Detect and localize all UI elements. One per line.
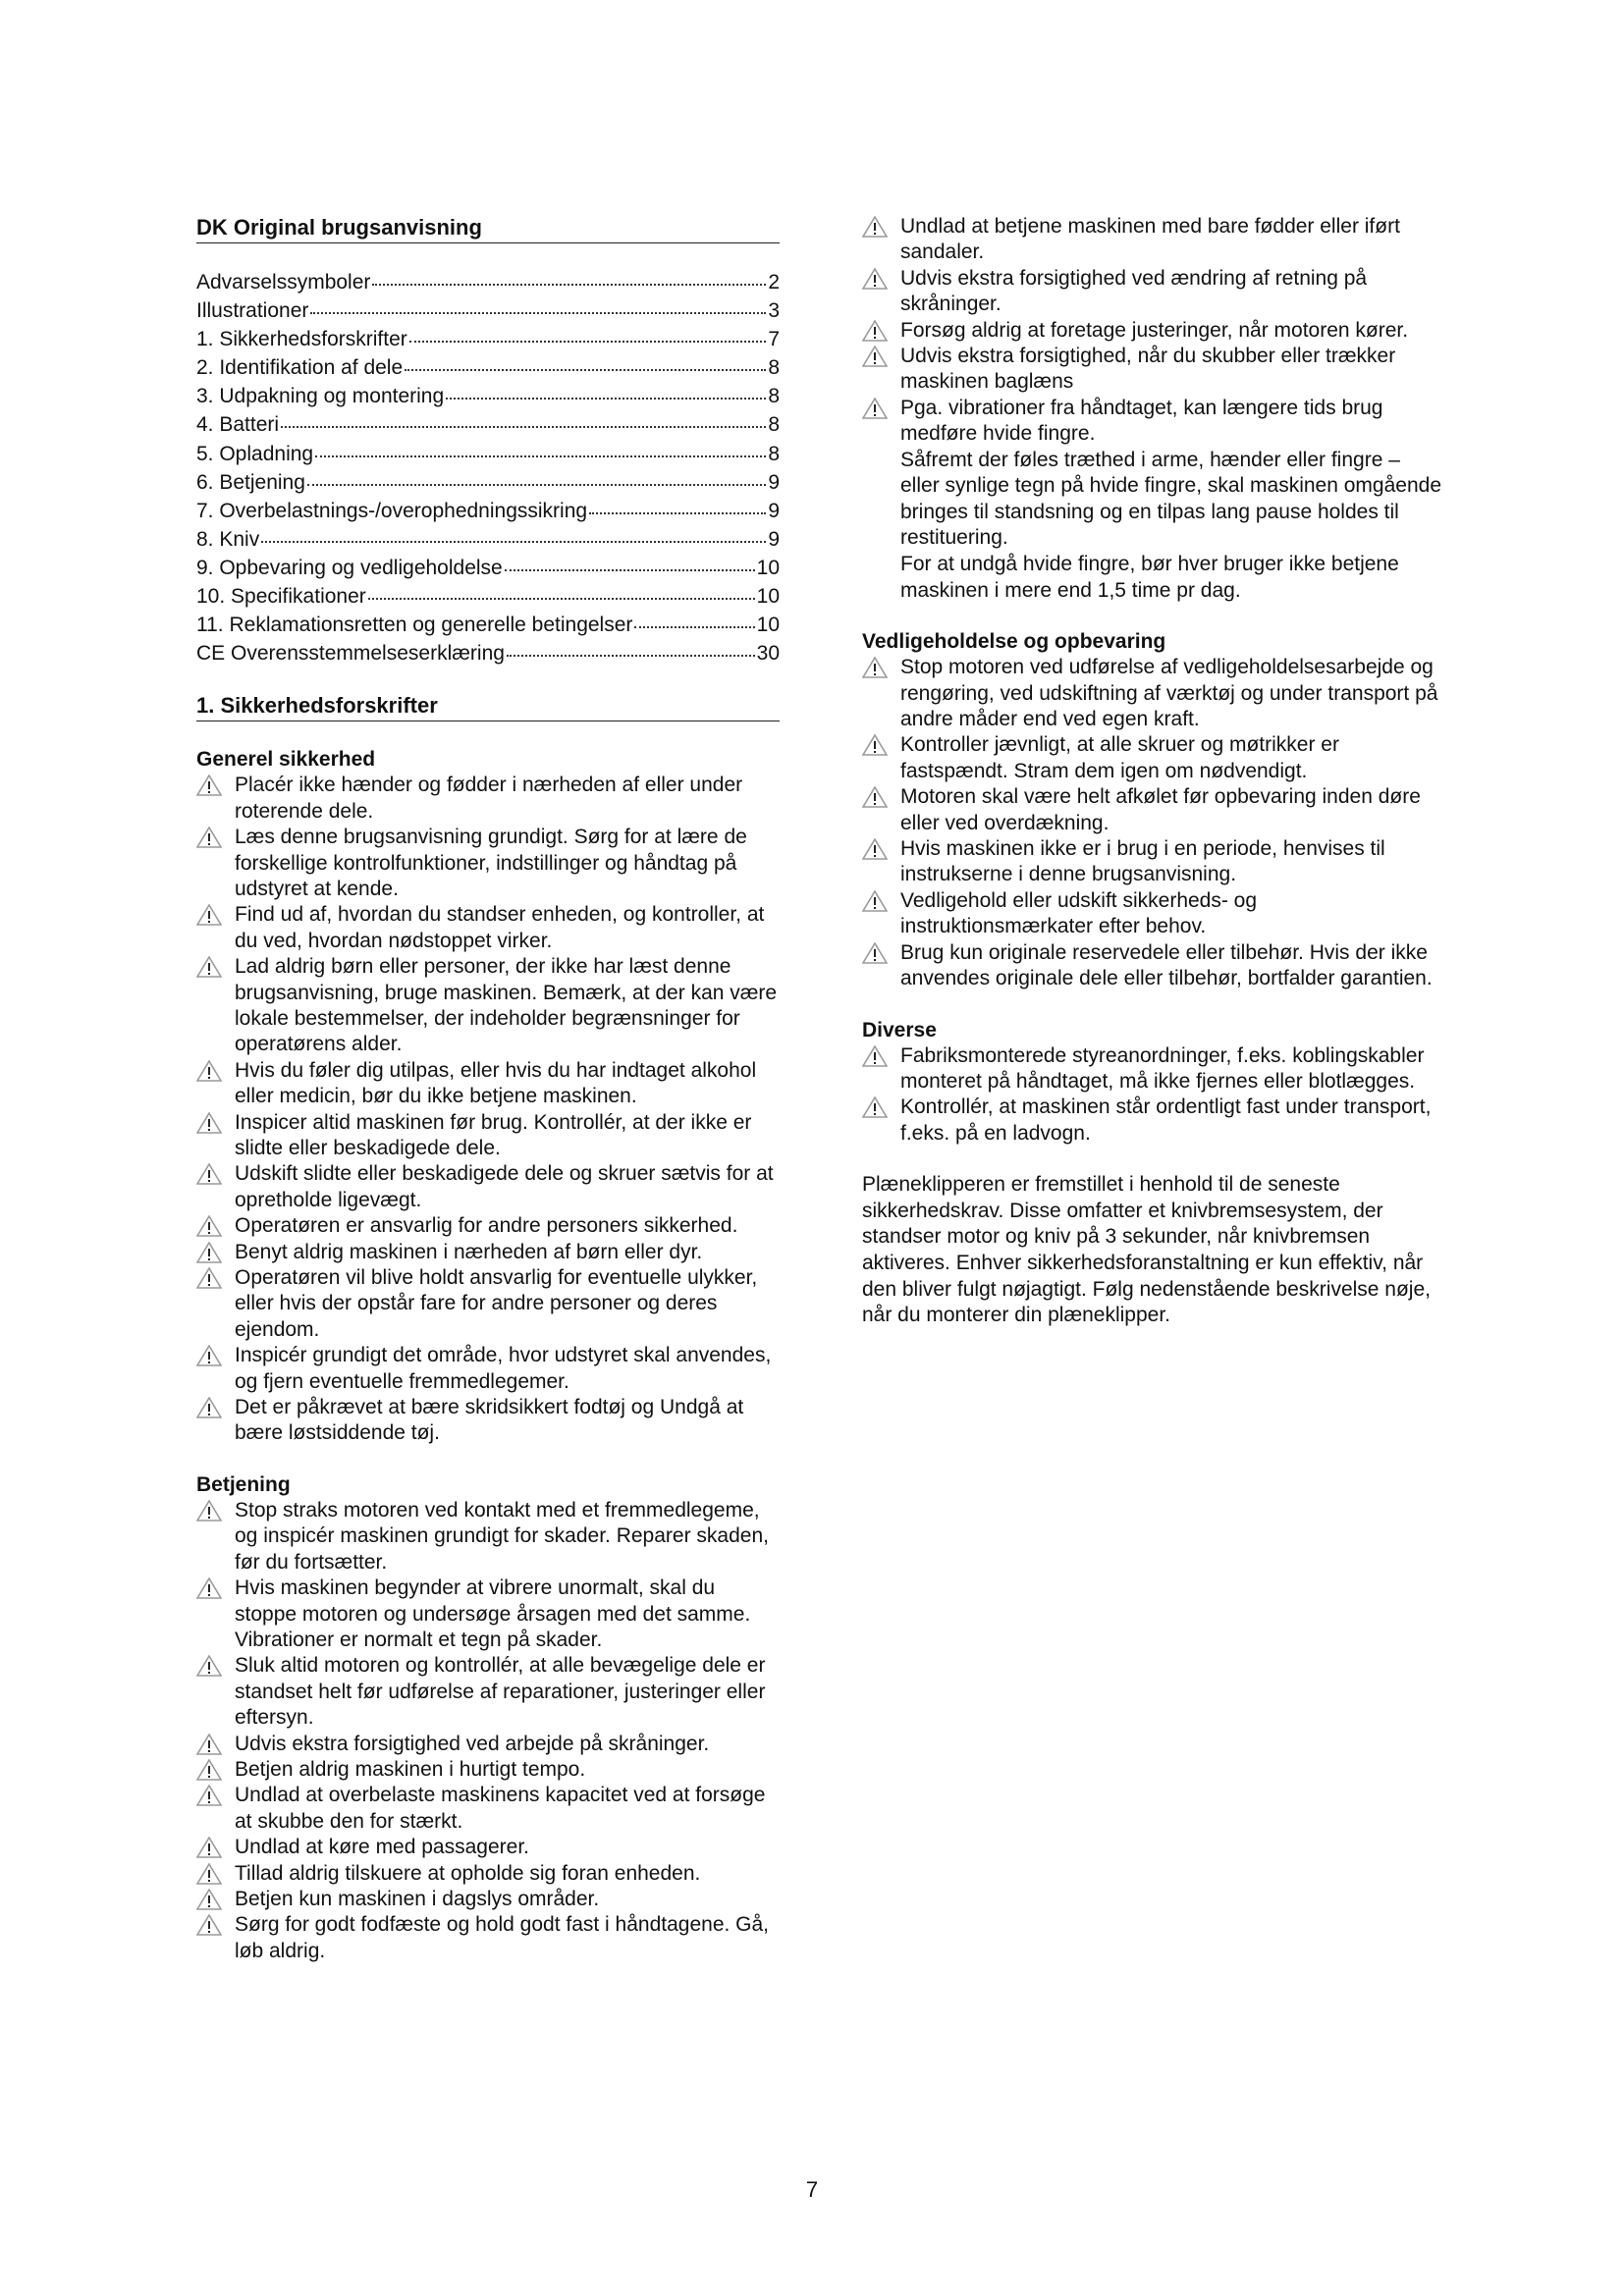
warning-icon [196,1112,222,1134]
toc-entry-page: 30 [756,642,780,666]
toc-entry-page: 9 [768,470,780,494]
warning-icon [196,1837,222,1858]
warning-icon [862,320,888,342]
list-item: Operatøren vil blive holdt ansvarlig for eventuelle ulykker, eller hvis der opstår fare for andre personer og deres ejendom. [196,1265,780,1343]
toc-leader-dots [261,521,766,543]
document-title: DK Original brugsanvisning [196,214,780,243]
list-item: Betjen kun maskinen i dagslys områder. [196,1887,780,1912]
toc-entry-label: 6. Betjening [196,470,305,494]
toc-entry[interactable] [196,553,780,581]
toc-leader-dots [372,264,766,286]
toc-entry[interactable] [196,409,780,438]
toc-entry-label: 10. Specifikationer [196,585,366,609]
list-item: Hvis maskinen ikke er i brug i en periode, henvises til instrukserne i denne brugsanvisning. [862,836,1441,888]
toc-entry-label: 7. Overbelastnings-/overophedningssikring [196,499,588,522]
toc-leader-dots [307,464,766,486]
list-item: Læs denne brugsanvisning grundigt. Sørg for at lære de forskellige kontrolfunktioner, indstillinger og håndtag på udstyret at kende. [196,825,780,902]
warning-icon [862,838,888,860]
list-item: Sluk altid motoren og kontrollér, at alle bevægelige dele er standset helt før udførelse af reparationer, justeringer eller eftersyn. [196,1653,780,1731]
toc-entry[interactable] [196,267,780,295]
toc-entry[interactable] [196,638,780,667]
toc-entry-label: Advarselssymboler [196,271,371,294]
closing-paragraph: Plæneklipperen er fremstillet i henhold til de seneste sikkerhedskrav. Disse omfatter et knivbremsesystem, der standser motor og kniv på 3 sekunder, når knivbremsen aktiveres. Enhver sikkerhedsforanstaltning er kun effektiv, når den bliver fulgt nøjagtigt. Følg nedenstående beskrivelse nøje, når du monterer din plæneklipper. [862,1173,1431,1327]
toc-entry-page: 8 [768,385,780,408]
list-item: Udskift slidte eller beskadigede dele og skruer sætvis for at opretholde ligevægt. [196,1161,780,1213]
list-item: Det er påkrævet at bære skridsikkert fodtøj og Undgå at bære løstsiddende tøj. [196,1395,780,1447]
list-item: Hvis maskinen begynder at vibrere unormalt, skal du stoppe motoren og undersøge årsagen med det samme. Vibrationer er normalt et tegn på skader. [196,1575,780,1653]
operation-list-continued [862,214,1441,448]
warning-icon [196,1345,222,1366]
toc-entry-label: 2. Identifikation af dele [196,356,404,380]
list-item: Betjen aldrig maskinen i hurtigt tempo. [196,1757,780,1783]
toc-entry[interactable] [196,324,780,352]
toc-entry[interactable] [196,524,780,553]
warning-icon [862,1045,888,1067]
misc-list [862,1043,1441,1148]
list-item: Find ud af, hvordan du standser enheden, og kontroller, at du ved, hvordan nødstoppet virker. [196,902,780,954]
warning-icon [196,1577,222,1599]
list-item: Inspicér grundigt det område, hvor udstyret skal anvendes, og fjern eventuelle fremmedlegemer. [196,1343,780,1395]
toc-entry-page: 3 [768,299,780,323]
warning-icon [196,1863,222,1885]
list-item: Udvis ekstra forsigtighed ved arbejde på skråninger. [196,1732,780,1757]
general-safety-list [196,773,780,1447]
toc-entry[interactable] [196,381,780,409]
toc-entry-page: 2 [768,271,780,294]
warning-icon [862,1096,888,1118]
warning-icon [862,268,888,290]
subheading-operation: Betjening [196,1472,291,1496]
toc-entry-page: 7 [768,328,780,351]
list-item: Sørg for godt fodfæste og hold godt fast i håndtagene. Gå, løb aldrig. [196,1912,780,1964]
toc-leader-dots [634,607,754,628]
list-item: Forsøg aldrig at foretage justeringer, når motoren kører. [862,318,1441,344]
warning-icon [196,1785,222,1806]
warning-icon [862,216,888,238]
list-item: Motoren skal være helt afkølet før opbevaring inden døre eller ved overdækning. [862,784,1441,836]
toc-entry-label: 3. Udpakning og montering [196,385,445,408]
list-item: Pga. vibrationer fra håndtaget, kan længere tids brug medføre hvide fingre. [862,396,1441,448]
subheading-misc: Diverse [862,1018,937,1041]
toc-leader-dots [505,550,755,571]
warning-icon [196,1759,222,1781]
toc-leader-dots [589,493,766,514]
toc-entry[interactable] [196,610,780,638]
toc-entry[interactable] [196,467,780,496]
toc-entry-label: Illustrationer [196,299,309,323]
toc-entry-page: 9 [768,527,780,551]
toc-entry[interactable] [196,496,780,524]
warning-icon [196,904,222,926]
section-title-safety: 1. Sikkerhedsforskrifter [196,692,780,721]
warning-icon [196,1500,222,1522]
list-item: Udvis ekstra forsigtighed, når du skubber eller trækker maskinen baglæns [862,344,1441,396]
toc-leader-dots [446,378,766,400]
toc-leader-dots [405,349,766,371]
toc-leader-dots [310,293,766,314]
toc-leader-dots [368,578,755,600]
warning-icon [196,827,222,848]
warning-icon [862,890,888,912]
list-item: Placér ikke hænder og fødder i nærheden af eller under roterende dele. [196,773,780,825]
toc-entry[interactable] [196,581,780,610]
warning-icon [196,1734,222,1755]
toc-entry-label: 8. Kniv [196,527,260,551]
warning-icon [196,956,222,978]
maintenance-list [862,655,1441,991]
warning-icon [862,398,888,419]
list-item: Kontrollér, at maskinen står ordentligt fast under transport, f.eks. på en ladvogn. [862,1095,1441,1147]
list-item: Tillad aldrig tilskuere at opholde sig foran enheden. [196,1861,780,1887]
toc-entry[interactable] [196,439,780,467]
toc-entry-page: 8 [768,356,780,380]
warning-icon [862,786,888,808]
warning-icon [196,1215,222,1237]
list-item: Undlad at betjene maskinen med bare fødder eller iført sandaler. [862,214,1441,266]
table-of-contents [196,267,780,667]
toc-entry-label: 4. Batteri [196,413,280,437]
list-item: Vedligehold eller udskift sikkerheds- og instruktionsmærkater efter behov. [862,888,1441,940]
list-item: Lad aldrig børn eller personer, der ikke har læst denne brugsanvisning, bruge maskinen. Bemærk, at der kan være lokale bestemmelser, der indeholder begrænsninger for operatørens alder. [196,954,780,1058]
list-item: Fabriksmonterede styreanordninger, f.eks. koblingskabler monteret på håndtaget, må ikke fjernes eller blotlægges. [862,1043,1441,1095]
page-number: 7 [805,2177,819,2202]
toc-entry-label: CE Overensstemmelseserklæring [196,642,505,666]
subheading-general-safety: Generel sikkerhed [196,748,376,772]
warning-icon [196,774,222,796]
list-item: Hvis du føler dig utilpas, eller hvis du har indtaget alkohol eller medicin, bør du ikke betjene maskinen. [196,1058,780,1110]
warning-icon [862,657,888,678]
warning-icon [196,1163,222,1185]
warning-icon [196,1889,222,1910]
toc-entry-label: 1. Sikkerhedsforskrifter [196,328,407,351]
list-item: Benyt aldrig maskinen i nærheden af børn eller dyr. [196,1240,780,1265]
toc-entry-page: 8 [768,442,780,465]
warning-icon [196,1242,222,1263]
warning-icon [862,734,888,756]
toc-leader-dots [409,321,767,343]
toc-leader-dots [315,436,766,457]
toc-entry-page: 9 [768,499,780,522]
warning-icon [196,1914,222,1936]
toc-leader-dots [507,635,755,657]
toc-entry-page: 10 [756,556,780,579]
warning-icon [196,1655,222,1677]
toc-entry-page: 8 [768,413,780,437]
toc-entry-label: 11. Reklamationsretten og generelle betingelser [196,614,633,637]
list-item: Inspicer altid maskinen før brug. Kontrollér, at der ikke er slidte eller beskadigede dele. [196,1110,780,1162]
warning-icon [196,1267,222,1289]
list-item: Stop motoren ved udførelse af vedligeholdelsesarbejde og rengøring, ved udskiftning af værktøj og under transport på andre måder end ved egen kraft. [862,655,1441,732]
subheading-maintenance: Vedligeholdelse og opbevaring [862,630,1166,654]
vibration-note-1: Såfremt der føles træthed i arme, hænder eller fingre – eller synlige tegn på hvide fingre, skal maskinen omgående bringes til standsning og en tilpas lang pause holdes til restituering. [900,448,1441,550]
operation-list [196,1498,780,1964]
list-item: Undlad at køre med passagerer. [196,1835,780,1860]
list-item: Udvis ekstra forsigtighed ved ændring af retning på skråninger. [862,266,1441,318]
left-column [196,214,780,1964]
list-item: Kontroller jævnligt, at alle skruer og møtrikker er fastspændt. Stram dem igen om nødvendigt. [862,732,1441,784]
warning-icon [196,1060,222,1082]
list-item: Operatøren er ansvarlig for andre personers sikkerhed. [196,1213,780,1239]
toc-entry[interactable] [196,295,780,324]
toc-leader-dots [281,406,766,428]
warning-icon [862,346,888,367]
toc-entry[interactable] [196,352,780,381]
toc-entry-label: 9. Opbevaring og vedligeholdelse [196,556,503,579]
list-item: Undlad at overbelaste maskinens kapacitet ved at forsøge at skubbe den for stærkt. [196,1783,780,1835]
list-item: Brug kun originale reservedele eller tilbehør. Hvis der ikke anvendes originale dele eller tilbehør, bortfalder garantien. [862,940,1441,992]
toc-entry-page: 10 [756,614,780,637]
warning-icon [862,942,888,964]
warning-icon [196,1397,222,1418]
vibration-note-2: For at undgå hvide fingre, bør hver bruger ikke betjene maskinen i mere end 1,5 time pr dag. [900,553,1399,602]
toc-entry-label: 5. Opladning [196,442,314,465]
toc-entry-page: 10 [756,585,780,609]
right-column [862,214,1441,1329]
list-item: Stop straks motoren ved kontakt med et fremmedlegeme, og inspicér maskinen grundigt for skader. Reparer skaden, før du fortsætter. [196,1498,780,1575]
